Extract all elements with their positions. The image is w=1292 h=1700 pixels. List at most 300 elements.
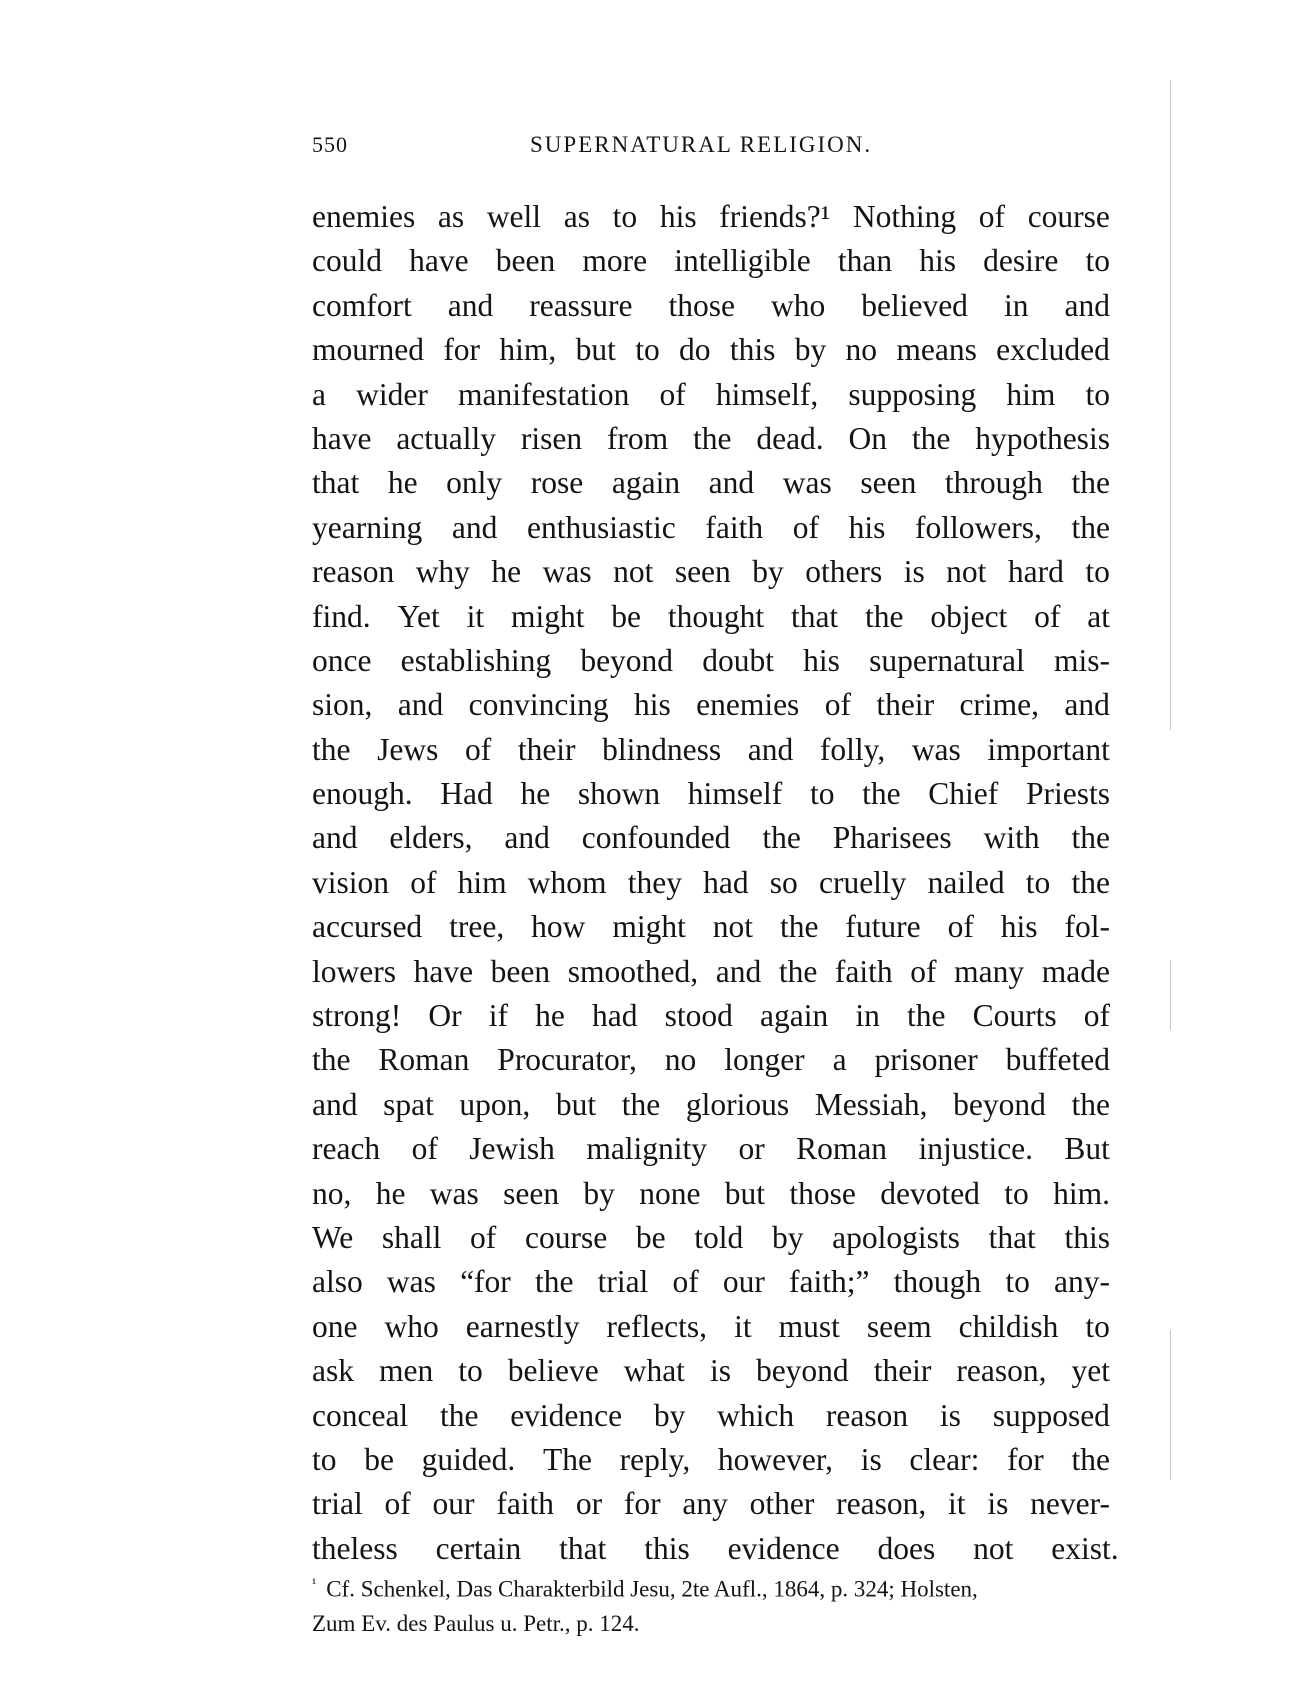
word: crime, xyxy=(959,687,1040,723)
word: Roman xyxy=(378,1042,470,1078)
word: and xyxy=(504,820,550,856)
word: no xyxy=(845,332,878,368)
word: supernatural xyxy=(869,642,1025,678)
word: reply, xyxy=(619,1441,691,1477)
word: reflects, xyxy=(606,1308,708,1344)
text-line xyxy=(312,994,1110,1038)
word: spat xyxy=(383,1086,434,1122)
text-line xyxy=(312,861,1110,905)
word: folly, xyxy=(819,731,886,767)
word: of xyxy=(910,953,937,989)
footnote-text-1: Cf. Schenkel, Das Charakterbild Jesu, 2te Aufl., 1864, p. 324; Holsten, xyxy=(326,1576,978,1602)
word: and xyxy=(1064,687,1110,723)
word: seen xyxy=(503,1175,560,1211)
word: childish xyxy=(958,1308,1059,1344)
word: hypothesis xyxy=(975,420,1110,456)
word: could xyxy=(312,243,382,279)
word: guided. xyxy=(421,1441,516,1477)
word: Procurator, xyxy=(497,1042,637,1078)
word: and xyxy=(312,820,358,856)
word: enthusiastic xyxy=(526,509,676,545)
word: of xyxy=(1083,998,1110,1034)
text-line xyxy=(312,550,1110,594)
word: to xyxy=(312,1441,337,1477)
word: manifestation xyxy=(457,376,630,412)
word: to xyxy=(612,199,638,234)
word: the xyxy=(693,420,732,456)
word: enemies xyxy=(696,687,800,723)
word: but xyxy=(555,1086,597,1122)
word: again xyxy=(611,465,681,501)
word: reassure xyxy=(529,287,633,323)
word: our xyxy=(722,1264,765,1300)
word: the xyxy=(312,731,351,767)
word: to xyxy=(1085,1308,1110,1344)
word: reason, xyxy=(836,1486,927,1522)
word: the xyxy=(312,1042,351,1078)
word: of xyxy=(947,909,974,945)
word: the xyxy=(862,776,901,812)
word: and xyxy=(451,509,498,545)
word: a xyxy=(832,1042,847,1078)
word: the xyxy=(1071,820,1110,856)
word: than xyxy=(837,243,893,279)
footnote-line-1 xyxy=(312,1568,1092,1607)
word: of xyxy=(1034,598,1061,634)
word: him. xyxy=(1053,1175,1110,1211)
word: of xyxy=(792,509,819,545)
word: Chief xyxy=(928,776,999,812)
word: doubt xyxy=(702,642,774,678)
word: Yet xyxy=(397,598,440,634)
word: as xyxy=(437,199,465,234)
text-line xyxy=(312,950,1110,994)
text-line xyxy=(312,1438,1110,1482)
word: who xyxy=(384,1308,439,1344)
word: accursed xyxy=(312,909,423,945)
running-title: SUPERNATURAL RELIGION. xyxy=(530,132,873,157)
word: of xyxy=(672,1264,699,1300)
word: that xyxy=(790,598,839,634)
word: but xyxy=(575,332,616,368)
word: and xyxy=(447,287,494,323)
word: buffeted xyxy=(1005,1042,1110,1078)
word: their xyxy=(873,1353,932,1389)
page-header xyxy=(312,132,918,166)
word: from xyxy=(606,420,669,456)
word: is xyxy=(709,1353,731,1389)
word: find. xyxy=(312,598,371,634)
word: that xyxy=(988,1219,1036,1255)
word: was xyxy=(429,1175,479,1211)
word: stood xyxy=(664,998,733,1034)
word: was xyxy=(911,731,961,767)
word: enough. xyxy=(312,776,413,812)
word: which xyxy=(717,1397,795,1433)
word: through xyxy=(944,465,1043,501)
word: and xyxy=(747,731,794,767)
text-line xyxy=(312,461,1110,505)
text-line xyxy=(312,595,1110,639)
word: hard xyxy=(1007,554,1064,590)
gutter-line xyxy=(1170,1330,1171,1480)
word: supposed xyxy=(992,1397,1110,1433)
word: the xyxy=(439,1397,479,1433)
word: have xyxy=(409,243,469,279)
footnote-line-2: Zum Ev. des Paulus u. Petr., p. 124. xyxy=(312,1610,640,1636)
body-text xyxy=(312,195,1119,1571)
word: by xyxy=(583,1175,615,1211)
word: confounded xyxy=(581,820,731,856)
word: was xyxy=(386,1264,436,1300)
word: earnestly xyxy=(465,1308,580,1344)
word: Had xyxy=(440,776,493,812)
word: himself xyxy=(687,776,783,812)
word: might xyxy=(510,598,585,634)
word: and xyxy=(312,1086,358,1122)
word: shown xyxy=(577,776,661,812)
word: beyond xyxy=(953,1086,1046,1122)
word: once xyxy=(312,642,372,678)
word: The xyxy=(542,1441,592,1477)
word: the xyxy=(778,953,818,989)
word: conceal xyxy=(312,1397,409,1433)
word: it xyxy=(466,598,485,634)
word: wider xyxy=(356,376,428,412)
word: seen xyxy=(860,465,917,501)
word: actually xyxy=(396,420,497,456)
word: no, xyxy=(312,1175,352,1211)
word: the xyxy=(621,1086,661,1122)
word: himself, xyxy=(715,376,819,412)
word: beyond xyxy=(755,1353,849,1389)
word: establishing xyxy=(400,642,552,678)
text-line xyxy=(312,506,1110,550)
word: was xyxy=(782,465,832,501)
word: excluded xyxy=(996,332,1110,368)
word: strong! xyxy=(312,998,402,1034)
word: ask xyxy=(312,1353,354,1389)
footnote-marker: ¹ xyxy=(312,1577,317,1592)
word: none xyxy=(639,1175,701,1211)
text-line xyxy=(312,683,1110,727)
word: what xyxy=(623,1353,685,1389)
word: only xyxy=(446,465,503,501)
word: at xyxy=(1087,598,1110,634)
word: or xyxy=(738,1131,765,1167)
word: apologists xyxy=(832,1219,960,1255)
word: he xyxy=(520,776,551,812)
word: so xyxy=(769,864,798,900)
word: or xyxy=(575,1486,603,1522)
word: the xyxy=(1071,1441,1110,1477)
word: desire xyxy=(983,243,1059,279)
word: the xyxy=(762,820,801,856)
text-line xyxy=(312,417,1110,461)
word: future xyxy=(845,909,921,945)
word: Nothing xyxy=(852,199,957,234)
word: be xyxy=(364,1441,394,1477)
word: yearning xyxy=(312,509,423,545)
word: the xyxy=(906,998,946,1034)
word: and xyxy=(1064,287,1110,323)
word: to xyxy=(1004,1175,1029,1211)
word: as xyxy=(563,199,590,234)
word: of xyxy=(411,1131,438,1167)
word: supposing xyxy=(848,376,977,412)
word: to xyxy=(1005,1264,1030,1300)
word: his xyxy=(848,509,886,545)
word: lowers xyxy=(312,953,396,989)
word: had xyxy=(591,998,638,1034)
word: the xyxy=(780,909,819,945)
text-line: theless certain that this evidence does not exist. xyxy=(312,1530,1119,1566)
word: he xyxy=(535,998,565,1034)
word: elders, xyxy=(389,820,473,856)
word: the xyxy=(534,1264,574,1300)
word: Pharisees xyxy=(832,820,952,856)
word: also xyxy=(312,1264,363,1300)
word: their xyxy=(517,731,576,767)
word: been xyxy=(490,953,551,989)
word: fol- xyxy=(1064,909,1110,945)
word: this xyxy=(729,332,776,368)
word: faith xyxy=(705,509,764,545)
word: course xyxy=(524,1219,608,1255)
word: and xyxy=(708,465,755,501)
word: other xyxy=(749,1486,815,1522)
word: We xyxy=(312,1219,354,1255)
word: sion, xyxy=(312,687,373,723)
word: if xyxy=(488,998,508,1034)
word: might xyxy=(612,909,686,945)
word: enemies xyxy=(312,199,416,234)
word: longer xyxy=(724,1042,805,1078)
word: those xyxy=(668,287,735,323)
word: though xyxy=(893,1264,982,1300)
word: followers, xyxy=(915,509,1042,545)
word: our xyxy=(432,1486,475,1522)
word: not xyxy=(712,909,754,945)
word: evidence xyxy=(510,1397,623,1433)
word: smoothed, xyxy=(567,953,699,989)
word: be xyxy=(635,1219,666,1255)
word: any- xyxy=(1054,1264,1110,1300)
word: nailed xyxy=(927,864,1005,900)
word: course xyxy=(1027,199,1110,234)
word: it xyxy=(734,1308,752,1344)
word: do xyxy=(679,332,711,368)
word: have xyxy=(413,953,474,989)
word: his xyxy=(633,687,671,723)
word: made xyxy=(1041,953,1110,989)
word: whom xyxy=(527,864,607,900)
text-line xyxy=(312,195,1110,239)
word: reason xyxy=(825,1397,909,1433)
page-number: 550 xyxy=(312,132,348,157)
word: any xyxy=(682,1486,728,1522)
word: must xyxy=(778,1308,840,1344)
word: for xyxy=(1007,1441,1044,1477)
word: more xyxy=(582,243,648,279)
text-line xyxy=(312,239,1110,283)
word: injustice. xyxy=(918,1131,1034,1167)
gutter-line xyxy=(1170,80,1171,730)
word: of xyxy=(464,731,492,767)
word: faith xyxy=(496,1486,555,1522)
word: malignity xyxy=(586,1131,708,1167)
word: cruelly xyxy=(818,864,907,900)
word: Messiah, xyxy=(814,1086,928,1122)
word: was xyxy=(542,554,592,590)
word: Jews xyxy=(377,731,439,767)
word: important xyxy=(987,731,1110,767)
word: to xyxy=(635,332,660,368)
footnotes xyxy=(312,1568,1092,1641)
word: to xyxy=(1085,554,1110,590)
word: and xyxy=(397,687,444,723)
word: with xyxy=(983,820,1040,856)
word: the xyxy=(1071,1086,1110,1122)
word: faith xyxy=(834,953,893,989)
text-line xyxy=(312,373,1110,417)
word: had xyxy=(703,864,749,900)
text-line xyxy=(312,328,1110,372)
word: is xyxy=(987,1486,1009,1522)
word: of xyxy=(384,1486,411,1522)
word: him xyxy=(457,864,507,900)
word: On xyxy=(848,420,888,456)
word: reason, xyxy=(956,1353,1047,1389)
word: well xyxy=(486,199,542,234)
word: no xyxy=(664,1042,697,1078)
word: devoted xyxy=(880,1175,980,1211)
word: who xyxy=(770,287,826,323)
text-line xyxy=(312,639,1110,683)
word: but xyxy=(724,1175,766,1211)
word: the xyxy=(911,420,951,456)
word: Or xyxy=(428,998,462,1034)
word: that xyxy=(312,465,360,501)
text-line xyxy=(312,1260,1110,1304)
word: Jewish xyxy=(469,1131,555,1167)
word: rose xyxy=(530,465,584,501)
word: But xyxy=(1064,1131,1110,1167)
word: it xyxy=(948,1486,966,1522)
text-line xyxy=(312,905,1110,949)
word: to xyxy=(1085,243,1110,279)
word: believe xyxy=(507,1353,599,1389)
word: be xyxy=(611,598,642,634)
word: his xyxy=(803,642,840,678)
word: means xyxy=(896,332,977,368)
word: not xyxy=(946,554,987,590)
word: he xyxy=(375,1175,406,1211)
word: trial xyxy=(597,1264,649,1300)
word: is xyxy=(860,1441,882,1477)
word: one xyxy=(312,1308,358,1344)
word: friends?¹ xyxy=(719,199,831,234)
word: vision xyxy=(312,864,390,900)
word: in xyxy=(1003,287,1029,323)
word: of xyxy=(410,864,437,900)
text-line xyxy=(312,1394,1110,1438)
word: the xyxy=(1071,465,1110,501)
word: by xyxy=(771,1219,804,1255)
word: many xyxy=(954,953,1025,989)
word: he xyxy=(491,554,522,590)
word: this xyxy=(1064,1219,1110,1255)
word: yet xyxy=(1071,1353,1110,1389)
word: blindness xyxy=(602,731,722,767)
word: shall xyxy=(381,1219,442,1255)
word: clear: xyxy=(909,1441,980,1477)
word: the xyxy=(1071,509,1110,545)
word: comfort xyxy=(312,287,412,323)
word: seen xyxy=(674,554,731,590)
word: however, xyxy=(717,1441,833,1477)
word: have xyxy=(312,420,372,456)
text-line xyxy=(312,1482,1110,1526)
word: “for xyxy=(460,1264,511,1300)
word: not xyxy=(613,554,654,590)
text-line xyxy=(312,1305,1110,1349)
word: risen xyxy=(520,420,583,456)
text-line xyxy=(312,728,1110,772)
word: thought xyxy=(667,598,765,634)
word: convincing xyxy=(468,687,609,723)
word: the xyxy=(865,598,904,634)
word: of xyxy=(659,376,686,412)
word: and xyxy=(715,953,762,989)
word: those xyxy=(789,1175,856,1211)
word: men xyxy=(379,1353,434,1389)
word: to xyxy=(809,776,835,812)
word: Courts xyxy=(972,998,1057,1034)
word: of xyxy=(978,199,1006,234)
text-line xyxy=(312,1349,1110,1393)
word: believed xyxy=(861,287,968,323)
word: reason xyxy=(312,554,395,590)
text-line xyxy=(312,816,1110,860)
word: by xyxy=(653,1397,686,1433)
word: for xyxy=(443,332,481,368)
word: tree, xyxy=(449,909,505,945)
text-line xyxy=(312,1216,1110,1260)
word: they xyxy=(627,864,682,900)
word: mis- xyxy=(1053,642,1110,678)
text-line xyxy=(312,1038,1110,1082)
word: their xyxy=(876,687,935,723)
word: faith;” xyxy=(789,1264,870,1300)
word: for xyxy=(623,1486,661,1522)
word: him xyxy=(1006,376,1056,412)
text-line xyxy=(312,1127,1110,1171)
word: in xyxy=(855,998,880,1034)
word: beyond xyxy=(580,642,674,678)
word: to xyxy=(458,1353,483,1389)
word: been xyxy=(495,243,556,279)
word: upon, xyxy=(459,1086,531,1122)
word: the xyxy=(1071,864,1110,900)
word: to xyxy=(1025,864,1051,900)
word: why xyxy=(415,554,470,590)
word: of xyxy=(470,1219,497,1255)
text-line xyxy=(312,1083,1110,1127)
word: reach xyxy=(312,1131,381,1167)
word: others xyxy=(805,554,883,590)
word: seem xyxy=(866,1308,932,1344)
